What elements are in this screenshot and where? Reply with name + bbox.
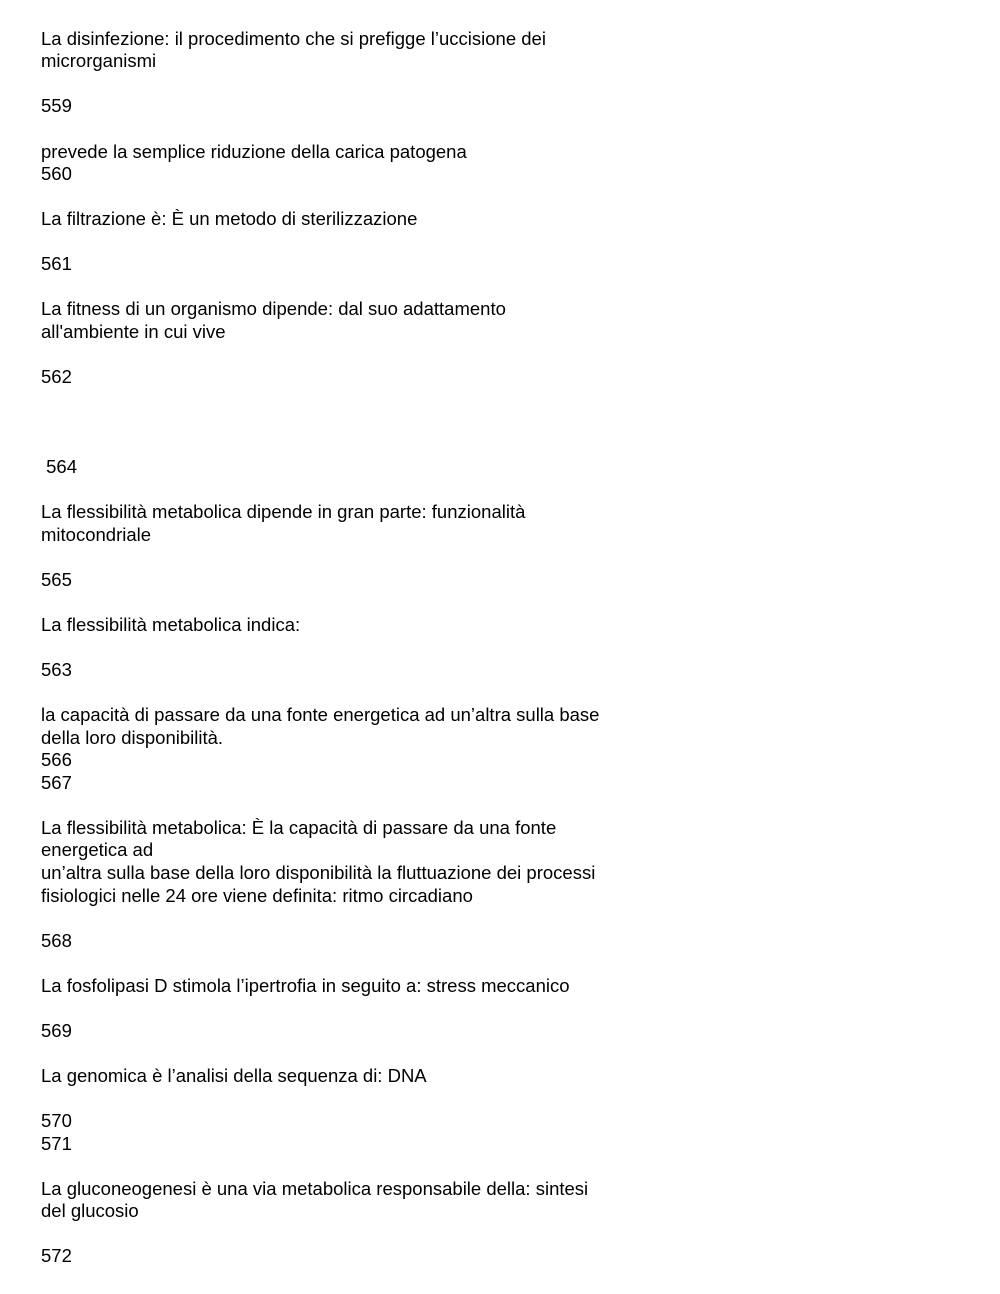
item-number: 571 [41, 1133, 72, 1154]
text-line: La filtrazione è: È un metodo di sterilizzazione [41, 208, 418, 229]
text-line: all'ambiente in cui vive [41, 321, 226, 342]
item-number: 564 [41, 456, 78, 477]
item-number: 567 [41, 772, 72, 793]
text-line: La flessibilità metabolica dipende in gran parte: funzionalità [41, 501, 526, 522]
text-line: La disinfezione: il procedimento che si prefigge l’uccisione dei [41, 28, 546, 49]
text-line: energetica ad [41, 839, 154, 860]
text-line: un’altra sulla base della loro disponibilità la fluttuazione dei processi [41, 862, 596, 883]
text-line: La flessibilità metabolica: È la capacità di passare da una fonte [41, 817, 557, 838]
item-number: 569 [41, 1020, 72, 1041]
item-number: 570 [41, 1110, 72, 1131]
text-line: La genomica è l’analisi della sequenza di: DNA [41, 1065, 427, 1086]
item-number: 561 [41, 253, 72, 274]
item-number: 560 [41, 163, 72, 184]
text-line: La fitness di un organismo dipende: dal suo adattamento [41, 298, 506, 319]
text-line: La fosfolipasi D stimola l’ipertrofia in seguito a: stress meccanico [41, 975, 570, 996]
item-number: 572 [41, 1245, 72, 1266]
item-number: 568 [41, 930, 72, 951]
item-number: 562 [41, 366, 72, 387]
item-number: 565 [41, 569, 72, 590]
item-number: 559 [41, 95, 72, 116]
text-line: La flessibilità metabolica indica: [41, 614, 301, 635]
text-line: microrganismi [41, 50, 157, 71]
text-line: fisiologici nelle 24 ore viene definita: ritmo circadiano [41, 885, 473, 906]
item-number: 563 [41, 659, 72, 680]
text-line: mitocondriale [41, 524, 152, 545]
text-line: della loro disponibilità. [41, 727, 224, 748]
text-line: del glucosio [41, 1200, 139, 1221]
text-line: prevede la semplice riduzione della carica patogena [41, 141, 467, 162]
item-number: 566 [41, 749, 72, 770]
text-line: La gluconeogenesi è una via metabolica responsabile della: sintesi [41, 1178, 589, 1199]
text-line: la capacità di passare da una fonte energetica ad un’altra sulla base [41, 704, 600, 725]
